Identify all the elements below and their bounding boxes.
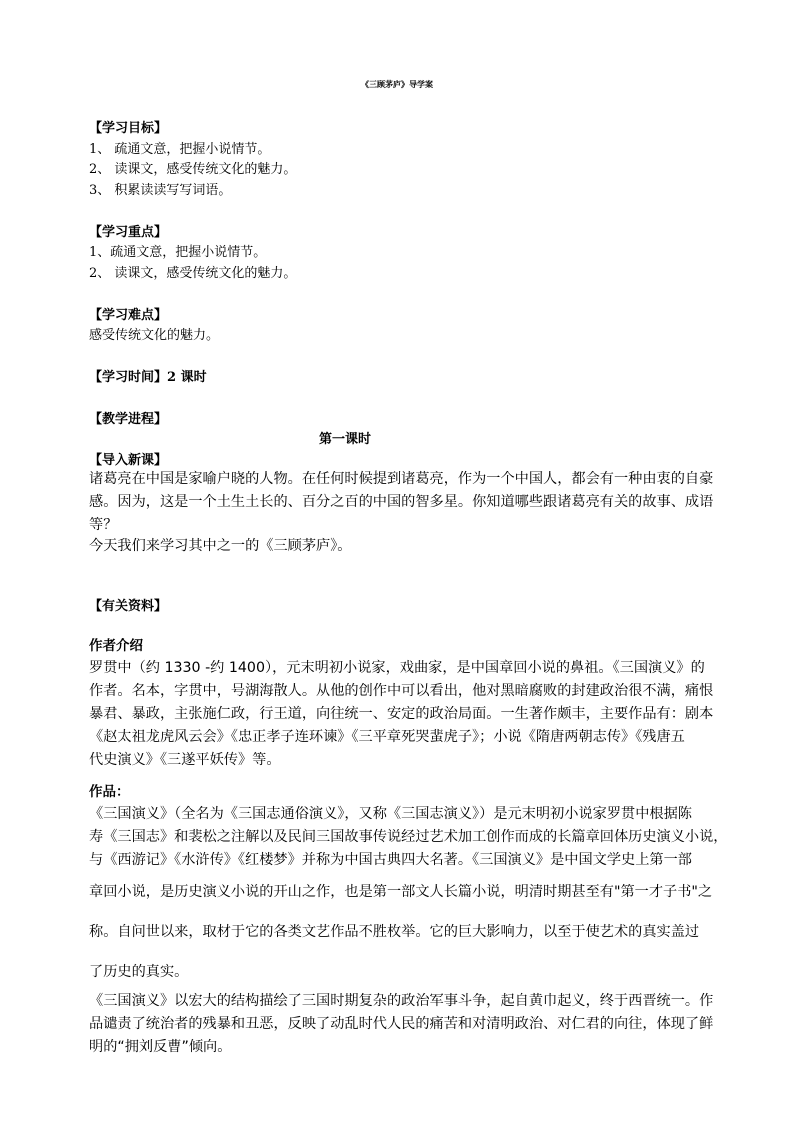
intro-line: 诸葛亮在中国是家喻户晓的人物。在任何时候提到诸葛亮，作为一个中国人，都会有一种由衷的自豪 <box>89 471 714 487</box>
author-line: 代史演义》《三遂平妖传》等。 <box>89 752 281 768</box>
work-line: 与《西游记》《水浒传》《红楼梦》并称为中国古典四大名著。《三国演义》是中国文学史上第一部 <box>89 852 692 868</box>
author-line: 作者。名本，字贯中，号湖海散人。从他的创作中可以看出，他对黑暗腐败的封建政治很不满，痛恨 <box>89 683 714 699</box>
focus-item: 1、疏通文意，把握小说情节。 <box>89 245 267 260</box>
process-heading: 【教学进程】 <box>89 412 168 427</box>
intro-line: 今天我们来学习其中之一的《三顾茅庐》。 <box>89 538 352 554</box>
work-line: 《三国演义》以宏大的结构描绘了三国时期复杂的政治军事斗争，起自黄巾起义，终于西晋统一。作 <box>89 993 714 1009</box>
time-heading: 【学习时间】2 课时 <box>89 370 207 385</box>
work-heading: 作品： <box>89 784 130 800</box>
lesson-title: 第一课时 <box>318 432 371 447</box>
materials-heading: 【有关资料】 <box>89 599 168 614</box>
work-line: 章回小说，是历史演义小说的开山之作，也是第一部文人长篇小说，明清时期甚至有"第一才子书"之 <box>89 884 713 900</box>
difficulty-heading: 【学习难点】 <box>89 308 168 323</box>
author-heading: 作者介绍 <box>89 638 143 654</box>
goal-item: 2、 读课文，感受传统文化的魅力。 <box>89 162 297 177</box>
goals-heading: 【学习目标】 <box>89 121 168 136</box>
intro-line: 等？ <box>89 517 118 533</box>
work-line: 明的“拥刘反曹”倾向。 <box>89 1039 232 1055</box>
work-line: 寿《三国志》和裴松之注解以及民间三国故事传说经过艺术加工创作而成的长篇章回体历史演义小说， <box>89 829 728 845</box>
author-line: 《赵太祖龙虎风云会》《忠正孝子连环谏》《三平章死哭蜚虎子》；小说《隋唐两朝志传》《残唐五 <box>89 729 685 745</box>
document-title: 《三顾茅庐》导学案 <box>361 79 433 89</box>
intro-heading: 【导入新课】 <box>89 453 168 468</box>
author-line: 罗贯中（约 1330 -约 1400），元末明初小说家，戏曲家，是中国章回小说的鼻祖。《三国演义》的 <box>89 660 705 676</box>
work-line: 称。自问世以来，取材于它的各类文艺作品不胜枚举。它的巨大影响力，以至于使艺术的真实盖过 <box>89 924 700 940</box>
goal-item: 1、 疏通文意，把握小说情节。 <box>89 142 271 157</box>
author-line: 暴君、暴政，主张施仁政，行王道，向往统一、安定的政治局面。一生著作颇丰，主要作品有：剧本 <box>89 706 714 722</box>
work-line: 品谴责了统治者的残暴和丑恶，反映了动乱时代人民的痛苦和对清明政治、对仁君的向往，体现了鲜 <box>89 1016 714 1032</box>
goal-item: 3、 积累读读写写词语。 <box>89 183 232 198</box>
work-line: 了历史的真实。 <box>89 964 189 980</box>
intro-line: 感。因为，这是一个土生土长的、百分之百的中国的智多星。你知道哪些跟诸葛亮有关的故事、成语 <box>89 494 714 510</box>
focus-item: 2、 读课文，感受传统文化的魅力。 <box>89 266 297 281</box>
work-line: 《三国演义》（全名为《三国志通俗演义》，又称《三国志演义》）是元末明初小说家罗贯中根据陈 <box>89 806 692 822</box>
difficulty-text: 感受传统文化的魅力。 <box>89 328 220 343</box>
focus-heading: 【学习重点】 <box>89 225 168 240</box>
